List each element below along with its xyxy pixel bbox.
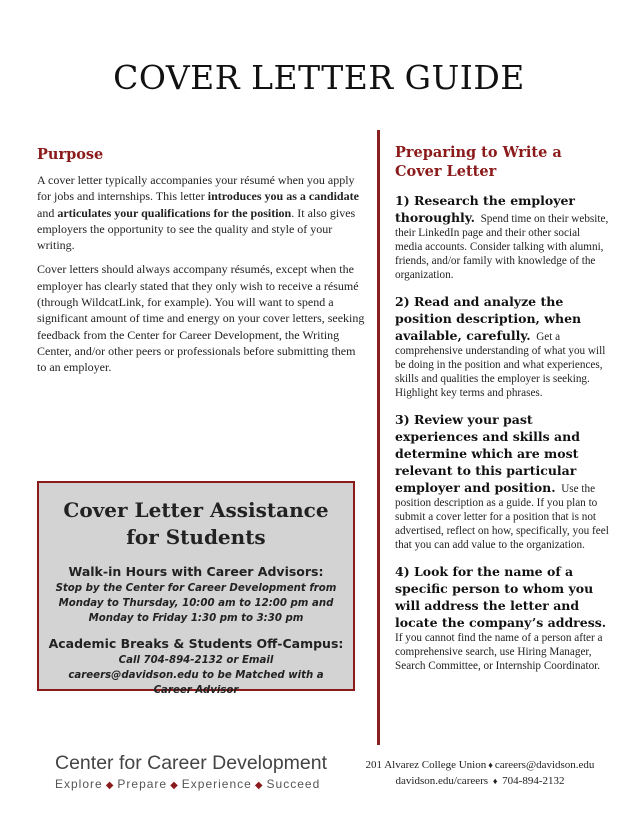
page-title: COVER LETTER GUIDE: [113, 58, 525, 97]
purpose-heading: Purpose: [37, 146, 104, 163]
purpose-text: . It also gives employers the opportunity to see the quality and style of your writing.: [37, 205, 356, 253]
logo-name: Center for Career Development: [55, 752, 328, 774]
diamond-icon: ◆: [254, 780, 264, 791]
purpose-section: [37, 145, 367, 376]
diamond-icon: ♦: [492, 776, 498, 786]
diamond-icon: ◆: [170, 780, 179, 791]
contact-line-2: [345, 773, 615, 789]
step-title: 2) Read and analyze the position description, when available, carefully.: [395, 294, 582, 343]
step-title: 1) Research the employer thoroughly.: [395, 193, 576, 225]
walkin-details: Stop by the Center for Career Development from Monday to Thursday, 10:00 am to 12:00 pm and Monday to Friday 1:30 pm to 3:30 pm: [55, 583, 337, 624]
tagline-word: Explore: [55, 777, 103, 791]
preparing-section: [395, 143, 610, 673]
step-item: [395, 563, 610, 673]
email-link[interactable]: careers@davidson.edu: [494, 759, 595, 771]
ccd-logo: [55, 752, 327, 791]
step-title: 4) Look for the name of a specific person to whom you will address the letter and locate the company’s address.: [395, 564, 607, 630]
phone: 704-894-2132: [502, 775, 565, 787]
tagline-word: Prepare: [117, 777, 168, 791]
step-title: 3) Review your past experiences and skills and determine which are most relevant to this particular employer and position.: [395, 412, 580, 495]
purpose-text: and: [37, 205, 58, 220]
contact-info: [345, 757, 615, 789]
purpose-paragraph-1: [37, 172, 367, 253]
walkin-heading: Walk-in Hours with Career Advisors:: [68, 564, 324, 579]
column-divider: [377, 130, 380, 745]
purpose-paragraph-2: Cover letters should always accompany résumés, except when the employer has clearly stated that they only wish to receive a résumé (through WildcatLink, for example). You will want to spend a significant amount of time and energy on your cover letters, seeking feedback from the Center for Career Development, the Writing Center, and/or other peers or professionals before submitting them to an employer.: [37, 262, 365, 375]
step-item: [395, 192, 610, 282]
step-body: Spend time on their website, their LinkedIn page and their other social media accounts. Consider talking with alumni, friends, and/or family with knowledge of the organization.: [395, 213, 609, 281]
logo-tagline: [55, 777, 327, 791]
step-body: Use the position description as a guide. If you plan to submit a cover letter for a position that is not advertised, reflect on how, specifically, you feel that you can add value to the organization.: [395, 483, 609, 551]
preparing-heading: Preparing to Write a Cover Letter: [395, 144, 562, 180]
step-body: Get a comprehensive understanding of what you will be doing in the position and what experiences, skills and qualities the employer is seeking. Highlight key terms and phrases.: [395, 331, 606, 399]
diamond-icon: ◆: [105, 780, 115, 791]
purpose-emphasis: introduces you as a candidate: [207, 189, 359, 204]
website-link[interactable]: davidson.edu/careers: [395, 775, 489, 787]
purpose-text: A cover letter typically accompanies your résumé when you apply for jobs and internships. This letter: [37, 173, 355, 204]
assistance-box: [37, 481, 355, 696]
assistance-title: Cover Letter Assistance for Students: [63, 498, 329, 549]
breaks-heading: Academic Breaks & Students Off-Campus:: [48, 636, 344, 651]
tagline-word: Experience: [181, 777, 252, 791]
address: 201 Alvarez College Union: [365, 759, 487, 771]
diamond-icon: ♦: [488, 760, 493, 770]
tagline-word: Succeed: [266, 777, 321, 791]
step-item: [395, 293, 610, 400]
step-item: [395, 411, 610, 552]
step-body: If you cannot find the name of a person after a comprehensive search, use Hiring Manager, Search Committee, or Internship Coordinator.: [395, 632, 603, 672]
breaks-details: Call 704-894-2132 or Email careers@davidson.edu to be Matched with a Career Advisor: [68, 655, 324, 696]
contact-line-1: [345, 757, 615, 773]
purpose-emphasis: articulates your qualifications for the position: [57, 205, 292, 220]
